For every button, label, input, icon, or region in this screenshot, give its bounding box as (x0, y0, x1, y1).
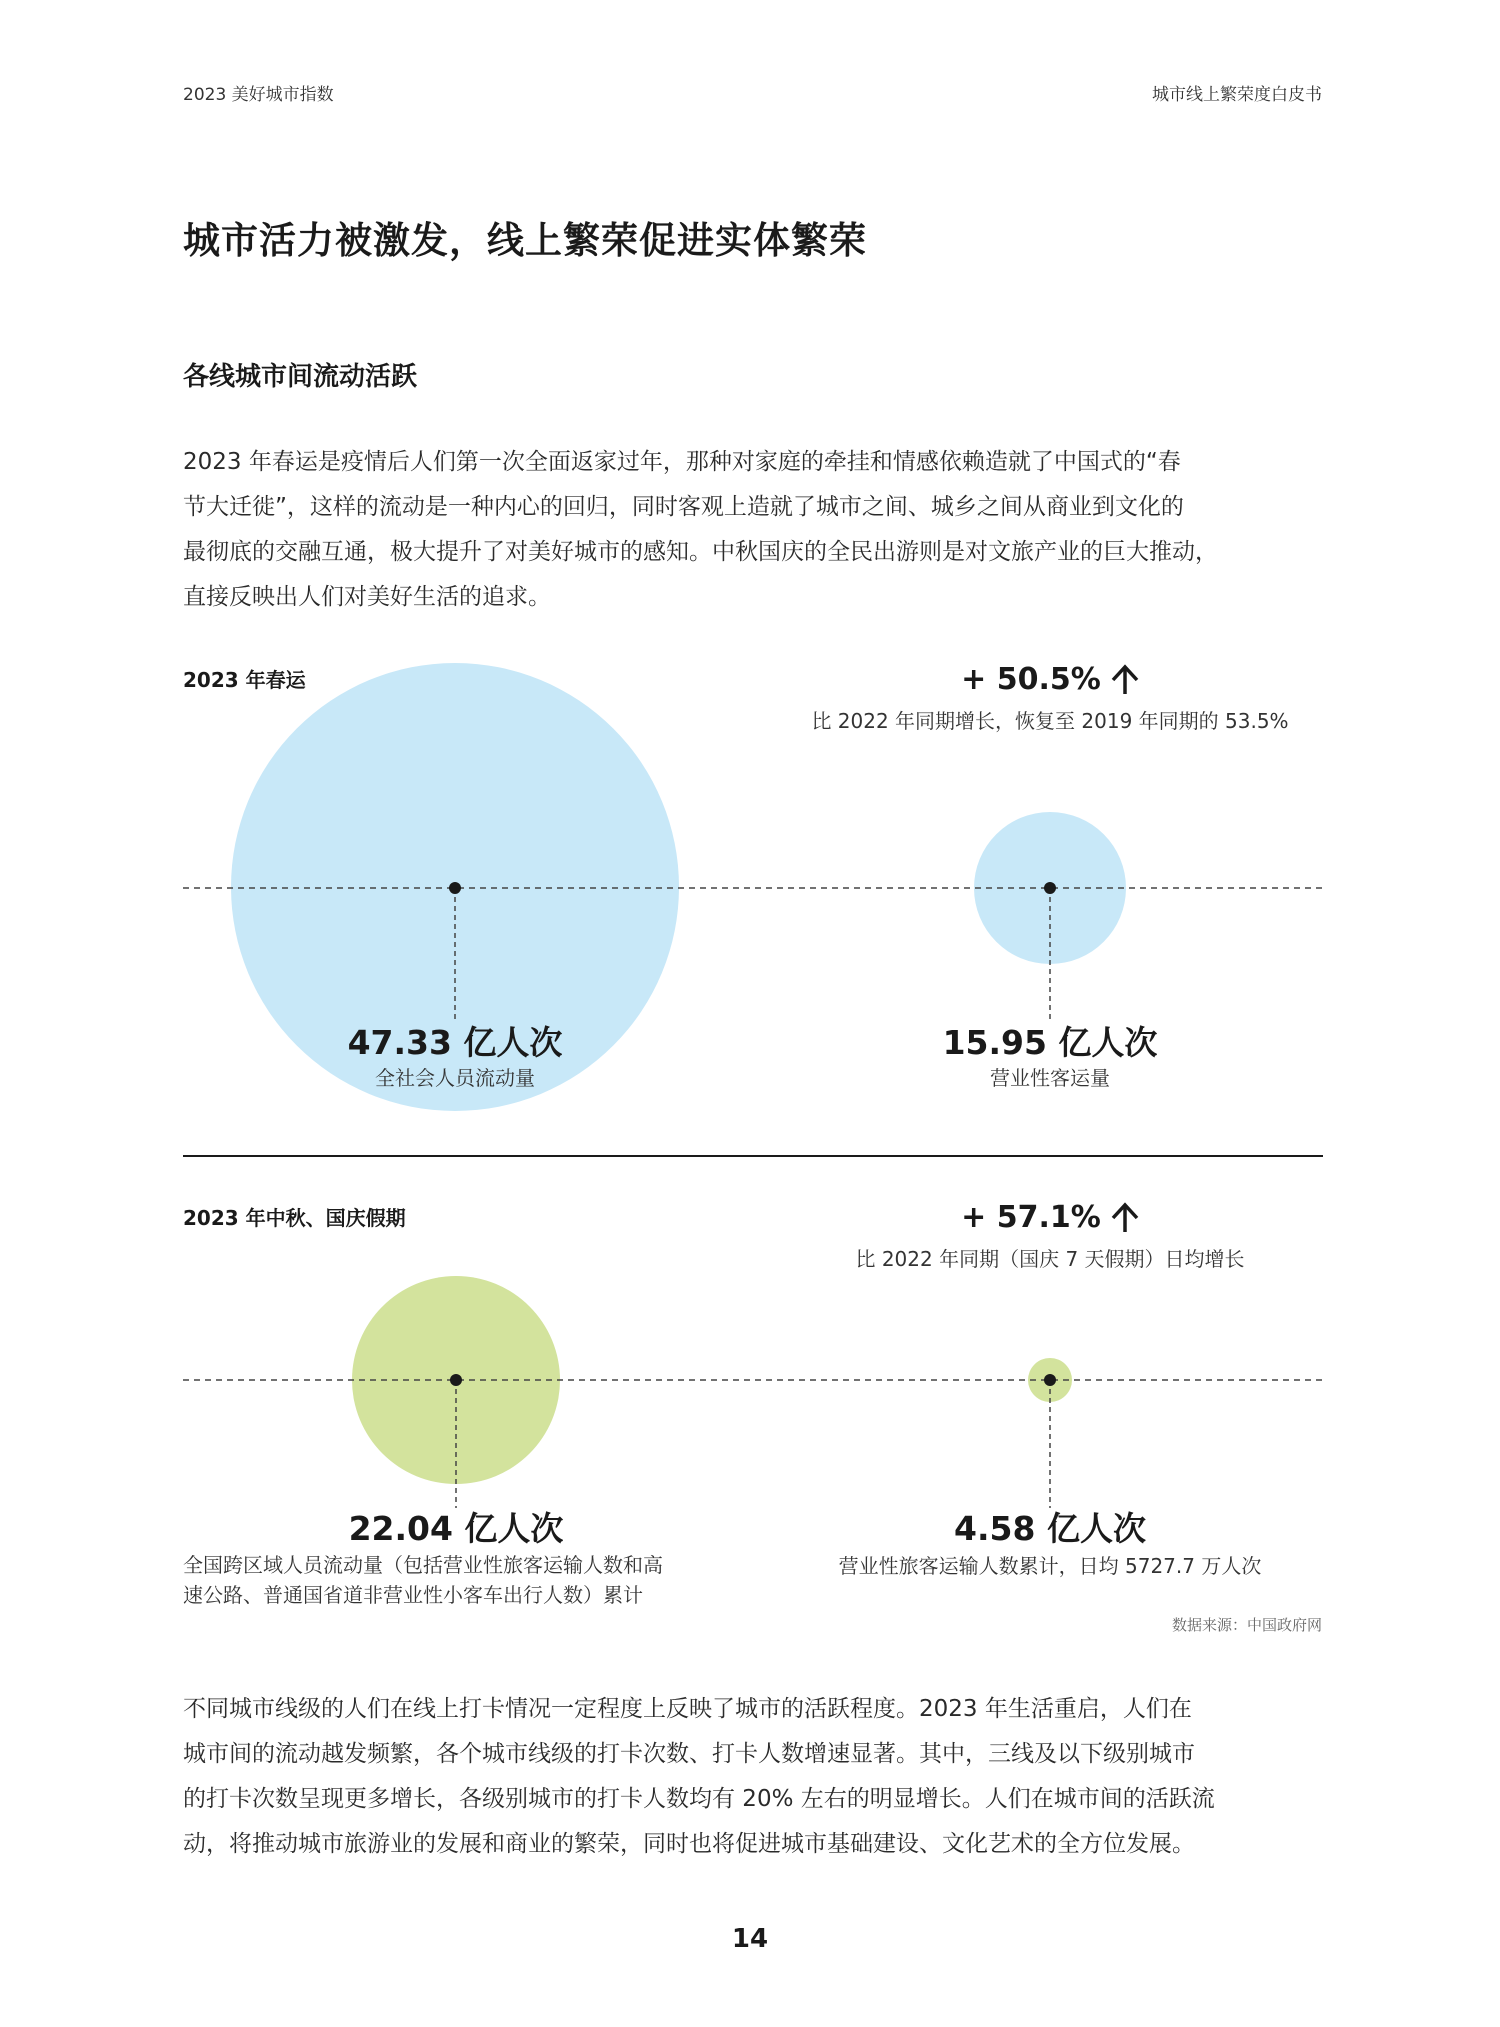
spring-growth-value: + 50.5% (961, 662, 1101, 697)
arrow-up-icon (1111, 1202, 1139, 1234)
paragraph-line: 不同城市线级的人们在线上打卡情况一定程度上反映了城市的活跃程度。2023 年生活重启，人们在 (183, 1696, 1192, 1722)
spring-caption-1: 全社会人员流动量 (375, 1066, 535, 1090)
paragraph-line: 的打卡次数呈现更多增长，各级别城市的打卡人数均有 20% 左右的明显增长。人们在城市间的活跃流 (183, 1786, 1215, 1812)
paragraph-line: 城市间的流动越发频繁，各个城市线级的打卡次数、打卡人数增速显著。其中，三线及以下级别城市 (183, 1741, 1195, 1767)
paragraph-line: 最彻底的交融互通，极大提升了对美好城市的感知。中秋国庆的全民出游则是对文旅产业的巨大推动， (183, 539, 1218, 565)
caption-line: 全国跨区域人员流动量（包括营业性旅客运输人数和高 (183, 1553, 663, 1577)
section-subtitle: 各线城市间流动活跃 (183, 362, 418, 392)
paragraph-line: 动，将推动城市旅游业的发展和商业的繁荣，同时也将促进城市基础建设、文化艺术的全方位发展。 (183, 1831, 1195, 1857)
page-title: 城市活力被激发，线上繁荣促进实体繁荣 (183, 219, 867, 262)
holiday-value-2: 4.58 亿人次 (954, 1509, 1146, 1548)
paragraph-line: 2023 年春运是疫情后人们第一次全面返家过年，那种对家庭的牵挂和情感依赖造就了中国式的“春 (183, 449, 1181, 475)
spring-center-dot (1044, 882, 1056, 894)
header-right: 城市线上繁荣度白皮书 (1152, 85, 1322, 105)
holiday-caption-1 (183, 1550, 743, 1610)
paragraph-line: 节大迁徙”，这样的流动是一种内心的回归，同时客观上造就了城市之间、城乡之间从商业到文化的 (183, 494, 1184, 520)
spring-growth-note: 比 2022 年同期增长，恢复至 2019 年同期的 53.5% (811, 709, 1289, 733)
holiday-center-dot (450, 1374, 462, 1386)
caption-line: 速公路、普通国省道非营业性小客车出行人数）累计 (183, 1583, 643, 1607)
holiday-growth (890, 1200, 1210, 1235)
holiday-value-1: 22.04 亿人次 (348, 1509, 564, 1548)
data-source: 数据来源：中国政府网 (1171, 1616, 1322, 1634)
closing-paragraph (183, 1687, 1323, 1867)
spring-value-2: 15.95 亿人次 (942, 1023, 1158, 1062)
paragraph-line: 直接反映出人们对美好生活的追求。 (183, 584, 551, 610)
spring-section-label: 2023 年春运 (183, 668, 306, 692)
spring-growth (890, 662, 1210, 697)
holiday-center-dot (1044, 1374, 1056, 1386)
spring-value-1: 47.33 亿人次 (347, 1023, 563, 1062)
holiday-caption-2: 营业性旅客运输人数累计，日均 5727.7 万人次 (838, 1554, 1262, 1578)
spring-caption-2: 营业性客运量 (990, 1066, 1110, 1090)
header-left: 2023 美好城市指数 (183, 85, 334, 105)
spring-center-dot (449, 882, 461, 894)
page-number: 14 (731, 1924, 769, 1954)
holiday-growth-value: + 57.1% (961, 1200, 1101, 1235)
arrow-up-icon (1111, 664, 1139, 696)
holiday-section-label: 2023 年中秋、国庆假期 (183, 1206, 406, 1230)
holiday-growth-note: 比 2022 年同期（国庆 7 天假期）日均增长 (855, 1247, 1245, 1271)
